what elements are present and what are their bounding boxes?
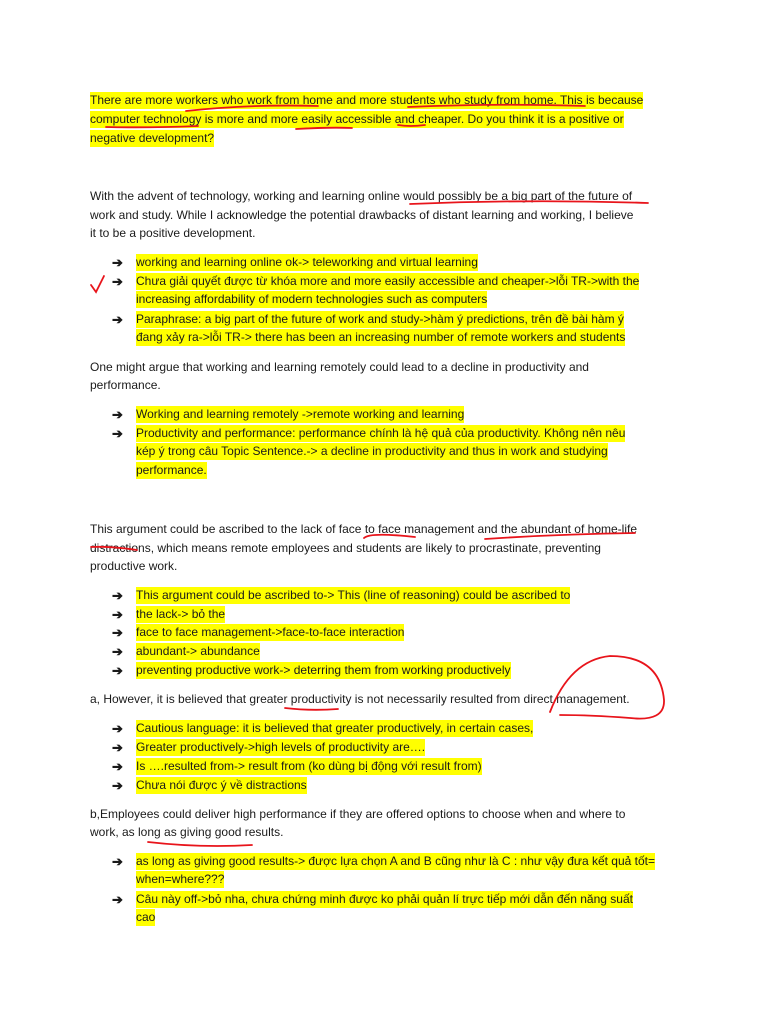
note-item-cont: performance.: [136, 463, 207, 477]
note-item: working and learning online ok-> teleworking and virtual learning: [136, 255, 478, 269]
note-item: Is ….resulted from-> result from (ko dùng bị động với result from): [136, 759, 482, 773]
note-item: face to face management->face-to-face interaction: [136, 625, 405, 639]
arrow-bullet-icon: ➔: [112, 721, 123, 736]
note-item: Câu này off->bỏ nha, chưa chứng minh được ko phải quản lí trực tiếp mới dẫn đến năng suất: [136, 892, 633, 906]
question-line: computer technology is more and more easily accessible and cheaper. Do you think it is a positive or: [90, 112, 624, 126]
note-item: preventing productive work-> deterring them from working productively: [136, 663, 511, 677]
arrow-bullet-icon: ➔: [112, 588, 123, 603]
arrow-bullet-icon: ➔: [112, 607, 123, 622]
note-item-cont: kép ý trong câu Topic Sentence.-> a decline in productivity and thus in work and studying: [136, 444, 608, 458]
note-item-cont: increasing affordability of modern technologies such as computers: [136, 292, 488, 306]
arrow-bullet-icon: ➔: [112, 740, 123, 755]
note-item-cont: when=where???: [136, 872, 225, 886]
point-a-line: a, However, it is believed that greater productivity is not necessarily resulted from direct management.: [90, 692, 630, 706]
question-line: There are more workers who work from home and more students who study from home. This is because: [90, 93, 644, 107]
arrow-bullet-icon: ➔: [112, 426, 123, 441]
arrow-bullet-icon: ➔: [112, 312, 123, 327]
arrow-bullet-icon: ➔: [112, 274, 123, 289]
circle-mark: [550, 656, 664, 719]
checkmark-icon: [91, 276, 104, 292]
underline-mark: [148, 842, 252, 846]
arrow-bullet-icon: ➔: [112, 778, 123, 793]
point-b-line: b,Employees could deliver high performance if they are offered options to choose when and where to: [90, 807, 626, 821]
argument-line: distractions, which means remote employees and students are likely to procrastinate, preventing: [90, 541, 601, 555]
note-item-cont: đang xảy ra->lỗi TR-> there has been an increasing number of remote workers and students: [136, 330, 626, 344]
note-item: Productivity and performance: performance chính là hệ quả của productivity. Không nên nêu: [136, 426, 626, 440]
underline-mark: [285, 708, 338, 710]
note-item: Greater productively->high levels of productivity are….: [136, 740, 426, 754]
note-item: as long as giving good results-> được lựa chọn A and B cũng như là C : như vậy đưa kết quả tốt=: [136, 854, 656, 868]
arrow-bullet-icon: ➔: [112, 854, 123, 869]
topic-line: One might argue that working and learning remotely could lead to a decline in productivity and: [90, 360, 589, 374]
arrow-bullet-icon: ➔: [112, 644, 123, 659]
note-item-cont: cao: [136, 910, 156, 924]
note-item: the lack-> bỏ the: [136, 607, 226, 621]
argument-line: This argument could be ascribed to the lack of face to face management and the abundant of home-life: [90, 522, 638, 536]
arrow-bullet-icon: ➔: [112, 892, 123, 907]
question-line: negative development?: [90, 131, 215, 145]
arrow-bullet-icon: ➔: [112, 759, 123, 774]
argument-line: productive work.: [90, 559, 178, 573]
arrow-bullet-icon: ➔: [112, 407, 123, 422]
intro-line: With the advent of technology, working and learning online would possibly be a big part of the future of: [90, 189, 633, 203]
arrow-bullet-icon: ➔: [112, 625, 123, 640]
intro-line: work and study. While I acknowledge the potential drawbacks of distant learning and working, I believe: [90, 208, 634, 222]
arrow-bullet-icon: ➔: [112, 663, 123, 678]
note-item: Working and learning remotely ->remote working and learning: [136, 407, 465, 421]
topic-line: performance.: [90, 378, 161, 392]
note-item: Paraphrase: a big part of the future of work and study->hàm ý predictions, trên đề bài hàm ý: [136, 312, 624, 326]
note-item: Cautious language: it is believed that greater productively, in certain cases,: [136, 721, 534, 735]
note-item: This argument could be ascribed to-> This (line of reasoning) could be ascribed to: [136, 588, 571, 602]
note-item: abundant-> abundance: [136, 644, 260, 658]
note-item: Chưa nói được ý về distractions: [136, 778, 307, 792]
note-item: Chưa giải quyết được từ khóa more and more easily accessible and cheaper->lỗi TR->with the: [136, 274, 640, 288]
intro-line: it to be a positive development.: [90, 226, 256, 240]
point-b-line: work, as long as giving good results.: [90, 825, 284, 839]
arrow-bullet-icon: ➔: [112, 255, 123, 270]
